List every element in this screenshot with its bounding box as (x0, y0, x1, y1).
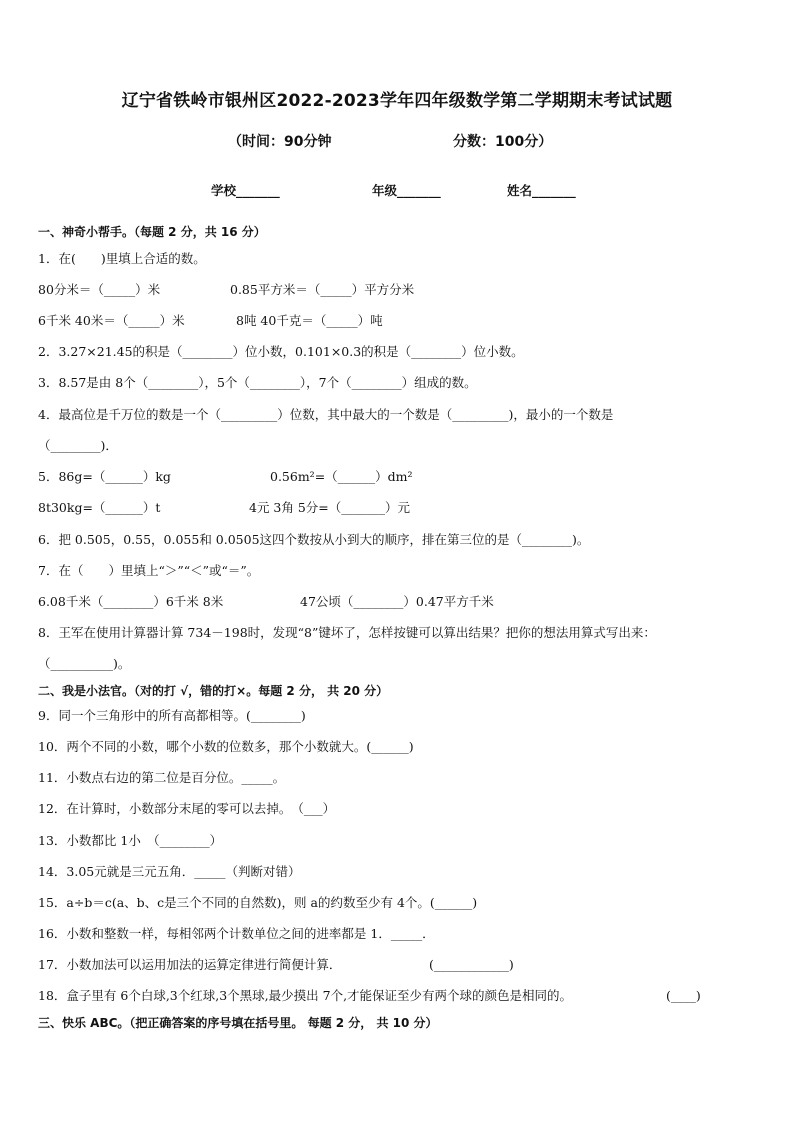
exam-time: （时间：90分钟 (228, 134, 332, 150)
school-field[interactable]: 学校_______ (211, 183, 280, 198)
question-8-cont[interactable]: （__________)。 (38, 656, 131, 671)
question-17: 17．小数加法可以运用加法的运算定律进行简便计算． (38, 957, 342, 972)
question-10[interactable]: 10．两个不同的小数，哪个小数的位数多，那个小数就大。(______) (38, 739, 414, 754)
grade-field[interactable]: 年级_______ (372, 183, 441, 198)
question-5c[interactable]: 8t30kg=（______）t (38, 500, 161, 515)
name-field[interactable]: 姓名_______ (507, 183, 576, 198)
question-1: 1．在( )里填上合适的数。 (38, 251, 206, 266)
question-1c[interactable]: 6千米 40米＝（_____）米 (38, 313, 185, 328)
question-18-answer[interactable]: (____) (666, 988, 701, 1003)
page-title: 辽宁省铁岭市银州区2022-2023学年四年级数学第二学期期末考试试题 (121, 91, 673, 111)
question-18: 18．盒子里有 6个白球,3个红球,3个黑球,最少摸出 7个,才能保证至少有两个球的颜色是相同的。 (38, 988, 573, 1003)
question-4-cont[interactable]: （________)． (38, 438, 118, 453)
question-4[interactable]: 4．最高位是千万位的数是一个（_________）位数，其中最大的一个数是（_________)，最小的一个数是 (38, 407, 614, 422)
question-1b[interactable]: 0.85平方米＝（_____）平方分米 (230, 282, 415, 297)
question-5-row-1 (38, 469, 413, 485)
question-14[interactable]: 14．3.05元就是三元五角．_____（判断对错） (38, 864, 301, 879)
section-heading-1: 一、神奇小帮手。（每题 2 分，共 16 分） (38, 225, 266, 239)
question-1-row-2 (38, 313, 383, 329)
question-7a[interactable]: 6.08千米（________）6千米 8米 (38, 594, 224, 609)
question-1-row-1 (38, 282, 415, 298)
section-heading-3: 三、快乐 ABC。（把正确答案的序号填在括号里。 每题 2 分， 共 10 分） (38, 1016, 438, 1030)
question-5a[interactable]: 5．86g=（______）kg (38, 469, 171, 484)
question-2[interactable]: 2．3.27×21.45的积是（________）位小数，0.101×0.3的积是（________）位小数。 (38, 344, 524, 359)
section-heading-2: 二、我是小法官。（对的打 √，错的打×。每题 2 分， 共 20 分） (38, 684, 389, 698)
exam-score: 分数：100分） (453, 134, 553, 150)
question-5d[interactable]: 4元 3角 5分=（_______）元 (249, 500, 411, 515)
question-7b[interactable]: 47公顷（________）0.47平方千米 (300, 594, 494, 609)
question-5b[interactable]: 0.56m²=（______）dm² (270, 469, 413, 484)
question-11[interactable]: 11．小数点右边的第二位是百分位。_____。 (38, 770, 286, 785)
question-13[interactable]: 13．小数都比 1小 （________） (38, 833, 223, 848)
question-5-row-2 (38, 500, 411, 516)
question-9[interactable]: 9．同一个三角形中的所有高都相等。(________) (38, 708, 306, 723)
question-15[interactable]: 15．a÷b＝c(a、b、c是三个不同的自然数)，则 a的约数至少有 4个。(______) (38, 895, 478, 910)
question-8: 8．王军在使用计算器计算 734－198时，发现“8”键坏了，怎样按键可以算出结果？把你的想法用算式写出来： (38, 625, 656, 640)
question-17-answer[interactable]: (____________) (429, 957, 514, 972)
question-1a[interactable]: 80分米＝（_____）米 (38, 282, 161, 297)
question-6[interactable]: 6．把 0.505，0.55，0.055和 0.0505这四个数按从小到大的顺序，排在第三位的是（________)。 (38, 532, 590, 547)
question-7-row (38, 594, 494, 610)
question-7: 7．在（ ）里填上“＞”“＜”或“＝”。 (38, 563, 260, 578)
question-1d[interactable]: 8吨 40千克＝（_____）吨 (236, 313, 383, 328)
question-12[interactable]: 12．在计算时，小数部分末尾的零可以去掉。 （___） (38, 801, 336, 816)
question-17-row (38, 957, 514, 973)
question-3[interactable]: 3．8.57是由 8个（________），5个（________），7个（________）组成的数。 (38, 375, 477, 390)
question-18-row (38, 988, 701, 1004)
question-16[interactable]: 16．小数和整数一样，每相邻两个计数单位之间的进率都是 1．_____． (38, 926, 435, 941)
